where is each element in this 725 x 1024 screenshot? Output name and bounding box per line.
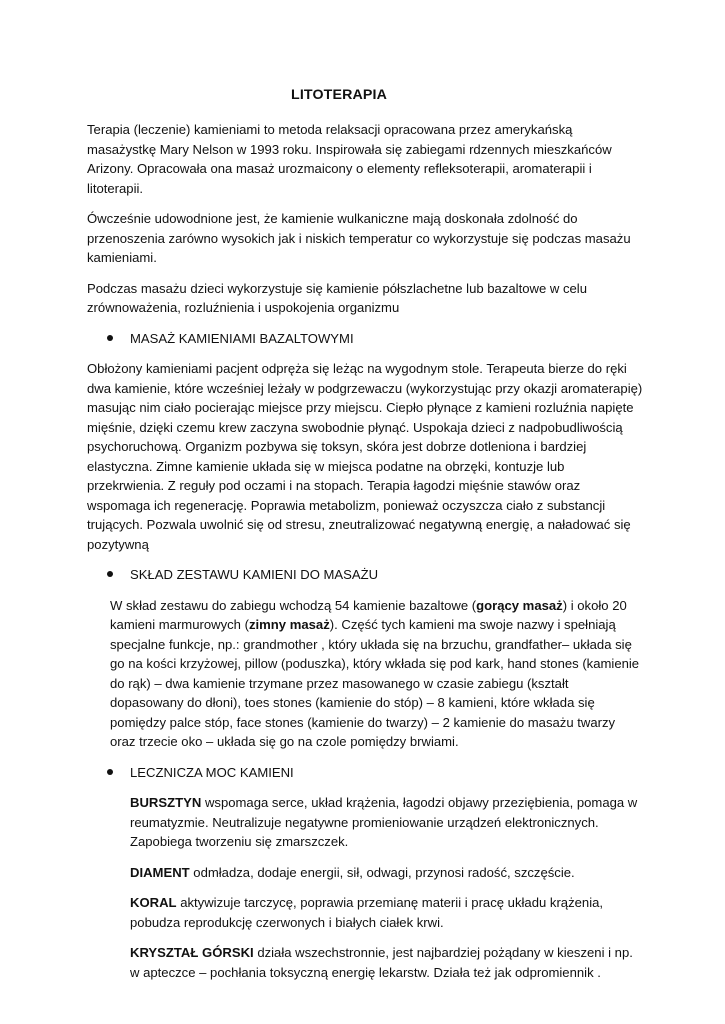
stone-description: działa wszechstronnie, jest najbardziej pożądany w kieszeni i np. w apteczce – pochłania toksyczną energię lekarstw. Działa też jak odpromiennik . (130, 945, 633, 980)
section-heading-text: MASAŻ KAMIENIAMI BAZALTOWYMI (130, 330, 354, 346)
stone-set-text-after-cold: ). Część tych kamieni ma swoje nazwy i spełniają specjalne funkcje, np.: grandmother , który układa się na brzuchu, grandfather– układa się go na kości krzyżowej, pillow (poduszka), który wkłada się pod kark, hand stones (kamienie do rąk) – dwa kamienie trzymane przez masowanego w czasie zabiegu (kształt dopasowany do dłoni), toes stones (kamienie do stóp) – 8 kamieni, które wkłada się pomiędzy palce stóp, face stones (kamienie do twarzy) – 2 kamienie do masażu twarzy oraz trzecie oko – układa się go na czole pomiędzy brwiami. (110, 617, 640, 749)
section-paragraph-stone-set (110, 596, 643, 752)
hot-massage-label: gorący masaż (476, 597, 563, 613)
document-content (87, 86, 643, 993)
bullet-icon (107, 769, 113, 775)
stone-item-coral (130, 893, 643, 932)
section-heading-stone-set (87, 565, 643, 585)
intro-paragraph-1: Terapia (leczenie) kamieniami to metoda relaksacji opracowana przez amerykańską masażystkę Mary Nelson w 1993 roku. Inspirowała się zabiegami rdzennych mieszkańców Arizony. Opracowała ona masaż urozmaicony o elementy refleksoterapii, aromaterapii i litoterapii. (87, 122, 612, 196)
cold-massage-label: zimny masaż (248, 617, 330, 632)
stone-description: wspomaga serce, układ krążenia, łagodzi objawy przeziębienia, pomaga w reumatyzmie. Neutralizuje negatywne promieniowanie urządzeń elektronicznych. Zapobiega tworzeniu się zmarszczek. (130, 795, 638, 849)
stone-name: DIAMENT (130, 864, 190, 880)
bullet-icon (107, 335, 113, 341)
stone-name: KRYSZTAŁ GÓRSKI (130, 945, 254, 960)
stone-description: aktywizuje tarczycę, poprawia przemianę materii i pracę układu krążenia, pobudza reprodukcję czerwonych i białych ciałek krwi. (130, 895, 604, 930)
section-heading-basalt-massage (87, 329, 643, 349)
stone-item-diamond (130, 863, 643, 883)
bullet-icon (107, 571, 113, 577)
section-heading-text: LECZNICZA MOC KAMIENI (130, 764, 294, 780)
stone-name: BURSZTYN (130, 795, 202, 810)
stone-item-rock-crystal (130, 943, 643, 982)
intro-paragraph-3: Podczas masażu dzieci wykorzystuje się kamienie półszlachetne lub bazaltowe w celu zrównoważenia, rozluźnienia i uspokojenia organizmu (87, 280, 587, 315)
section-paragraph-basalt-massage: Obłożony kamieniami pacjent odpręża się leżąc na wygodnym stole. Terapeuta bierze do ręki dwa kamienie, które wcześniej leżały w podgrzewaczu (wykorzystując przy okazji aromaterapię) masując nim ciało pocierając miejsce przy miejscu. Ciepło płynące z kamieni rozluźnia napięte mięśnie, dzięki czemu krew zaczyna swobodnie płynąć. Uspokaja dzieci z nadpobudliwością psychoruchową. Organizm pozbywa się toksyn, skóra jest dobrze dotleniona i bardziej elastyczna. Zimne kamienie układa się w miejsca podatne na obrzęki, kontuzje lub przekrwienia. Z reguły pod oczami i na stopach. Terapia łagodzi mięśnie stawów oraz wspomaga ich regenerację. Poprawia metabolizm, ponieważ oczyszcza ciało z substancji trujących. Pozwala uwolnić się od stresu, zneutralizować negatywną energię, a naładować się pozytywną (87, 361, 643, 552)
intro-paragraph-2: Ówcześnie udowodnione jest, że kamienie wulkaniczne mają doskonała zdolność do przenoszenia zarówno wysokich jak i niskich temperatur co wykorzystuje się podczas masażu kamieniami. (87, 211, 631, 265)
section-heading-text: SKŁAD ZESTAWU KAMIENI DO MASAŻU (130, 567, 379, 582)
stone-set-text-before-hot: W skład zestawu do zabiegu wchodzą 54 kamienie bazaltowe ( (110, 597, 477, 613)
stone-set-text-between: ) i około 20 kamieni marmurowych ( (110, 597, 627, 632)
stone-description: odmładza, dodaje energii, sił, odwagi, przynosi radość, szczęście. (193, 864, 575, 880)
stone-item-amber (130, 793, 643, 852)
section-heading-healing-power (87, 763, 643, 783)
document-title: LITOTERAPIA (291, 87, 387, 103)
stone-name: KORAL (130, 895, 177, 910)
